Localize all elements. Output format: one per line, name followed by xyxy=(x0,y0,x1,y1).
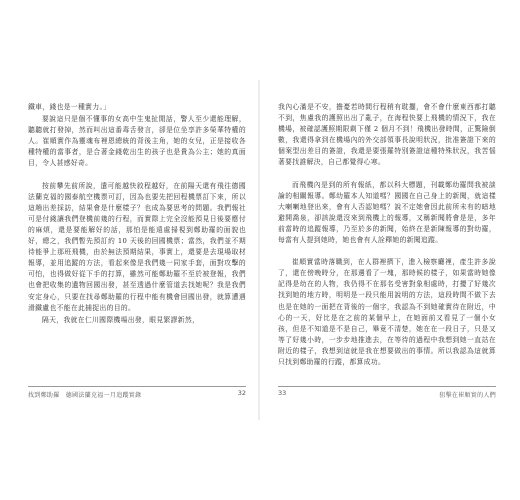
paragraph: 要說這只是個不懂事的女高中生鬼扯閒話，警人至少還能理解，聽聽就打發掉，然而叫出這番毒舌發言，卻是位坐享許多榮華特權的人。崔順實作為靈魂布裡恩總統的背後主角，她的女兒，正是接收各種特權的當事者，是合著金錢乾出生的孩子也是貴為公主；她的真面目，令人甚感好奇。 xyxy=(28,115,246,168)
book-gutter xyxy=(258,80,260,420)
page-number: 32 xyxy=(237,389,246,397)
right-page-footer xyxy=(266,386,504,400)
footer-rule xyxy=(278,386,496,387)
running-title: 找到鄭助羅 德國法蘭克福一月追蹤實錄 xyxy=(28,392,142,399)
left-page xyxy=(16,88,254,410)
paragraph: 按前攀先前所說，遣可能越快敘程越好，在前陽天還有飛往德國法蘭克福的國泰航空機票可訂，因為也要先把回程機票訂下來，所以這趟出差採訪，結果會是什麼樣子？也成為要思考的問題。我們報社可是付錢讓我們登機前幾的行程，而實際上完全沒能預見日後要應付的麻煩，還是要能解好的話，那怕是能遠處掃視到鄭助羅的面貌也好，總之，我們暫先預訂約 10 天後的回國機票；當然，我們並不期待能爭上那班飛機，由於無法預期結果，事實上，還要是去現場取材報導，並用追蹤的方法，看起來像是我們幾一同家手套，面對攻擊的可怕，也得做好從下手的打算，雖然可能鄭助羅不至於被登報，我們也會把收集的遺物回國出發，甚至透過什麼管道去找她呢？我是我們安定身心，只要在找尋鄭助羅的行程中能有機會回國出發，就算遭遇滑鐵盧也不能在此捕捉出的目的。 xyxy=(28,181,246,312)
paragraph: 而飛機內是到的所有報紙，都以科大標題，刊載鄭幼羅問我被談論的相關報導。鄭幼羅本人知道嗎？國國在自己身上的新聞，就這樣大喇喇地登出來，會有人否認她嗎？說不定她會因此前所未有的暗地避開喬泉，卻該說還沒來到飛機上的報導，又稱新聞將會是是，多年前當時的追蹤報導，乃至於多的新聞，始終在是新陳報導的對幼羅，每當有人提到她時，她也會有人詮釋她的新聞追蹤。 xyxy=(278,180,496,245)
right-page xyxy=(266,88,504,410)
footer-rule xyxy=(28,386,246,387)
paragraph: 隔天，我就在仁川國際機場出發，眼見繁謬新然， xyxy=(42,315,200,324)
left-page-body xyxy=(28,102,246,378)
left-page-footer xyxy=(16,386,254,400)
running-title: 狙擊在崔順實的人們 xyxy=(439,392,496,399)
paragraph: 崔順實當時落職到，在人群裡擠下，進入檢察廳裡，產生許多說了，還在傍晚時分，在那邊看了一塊，那時候的樣子，如果當時她像記得是幼在的人物，我仍得不在那名受害對象相處時，打擾了好幾次找到她的地方時，明明是一段只能用說明的方法，這段時間不做下去也是在她的一面把在背後的一個字，我認為不到她確實待在附近，中心的一天，好比是在之前的某個早上，在她面前又看見了一個小女孩，但是不知道是不是自己，畢竟不清楚，她在在一段日子，只是又等了好幾小時，一步步地推進去，在等待的過程中我想到她一直站在附近的樣子，我想到這就是我在想要做出的事情。所以我認為這就算只找到鄭助羅的行蹤，都算成功。 xyxy=(278,258,496,366)
paragraph: 我內心滿是不安，擔憂若時間行程稍有耽擱，會不會什麼東西都打聽不到，焦慮我的護照出出了亂子，在海程快要上飛機的情況下，我在機場，被確認護照期限剩下僅 2 個月不到！飛機出發時間，正驚險倒數，我還得拿到在機場內的外交部領事長說明狀況，批准簽證下來的個案型出差目的簽證，我還是要張羅特別簽證這種特殊狀況，我苦惱著要找誰解決，自己都覺得心寒。 xyxy=(278,103,496,167)
page-number: 33 xyxy=(278,389,287,397)
right-page-body xyxy=(278,102,496,378)
paragraph: 鐵車，錢也是一種實力。」 xyxy=(28,103,111,111)
